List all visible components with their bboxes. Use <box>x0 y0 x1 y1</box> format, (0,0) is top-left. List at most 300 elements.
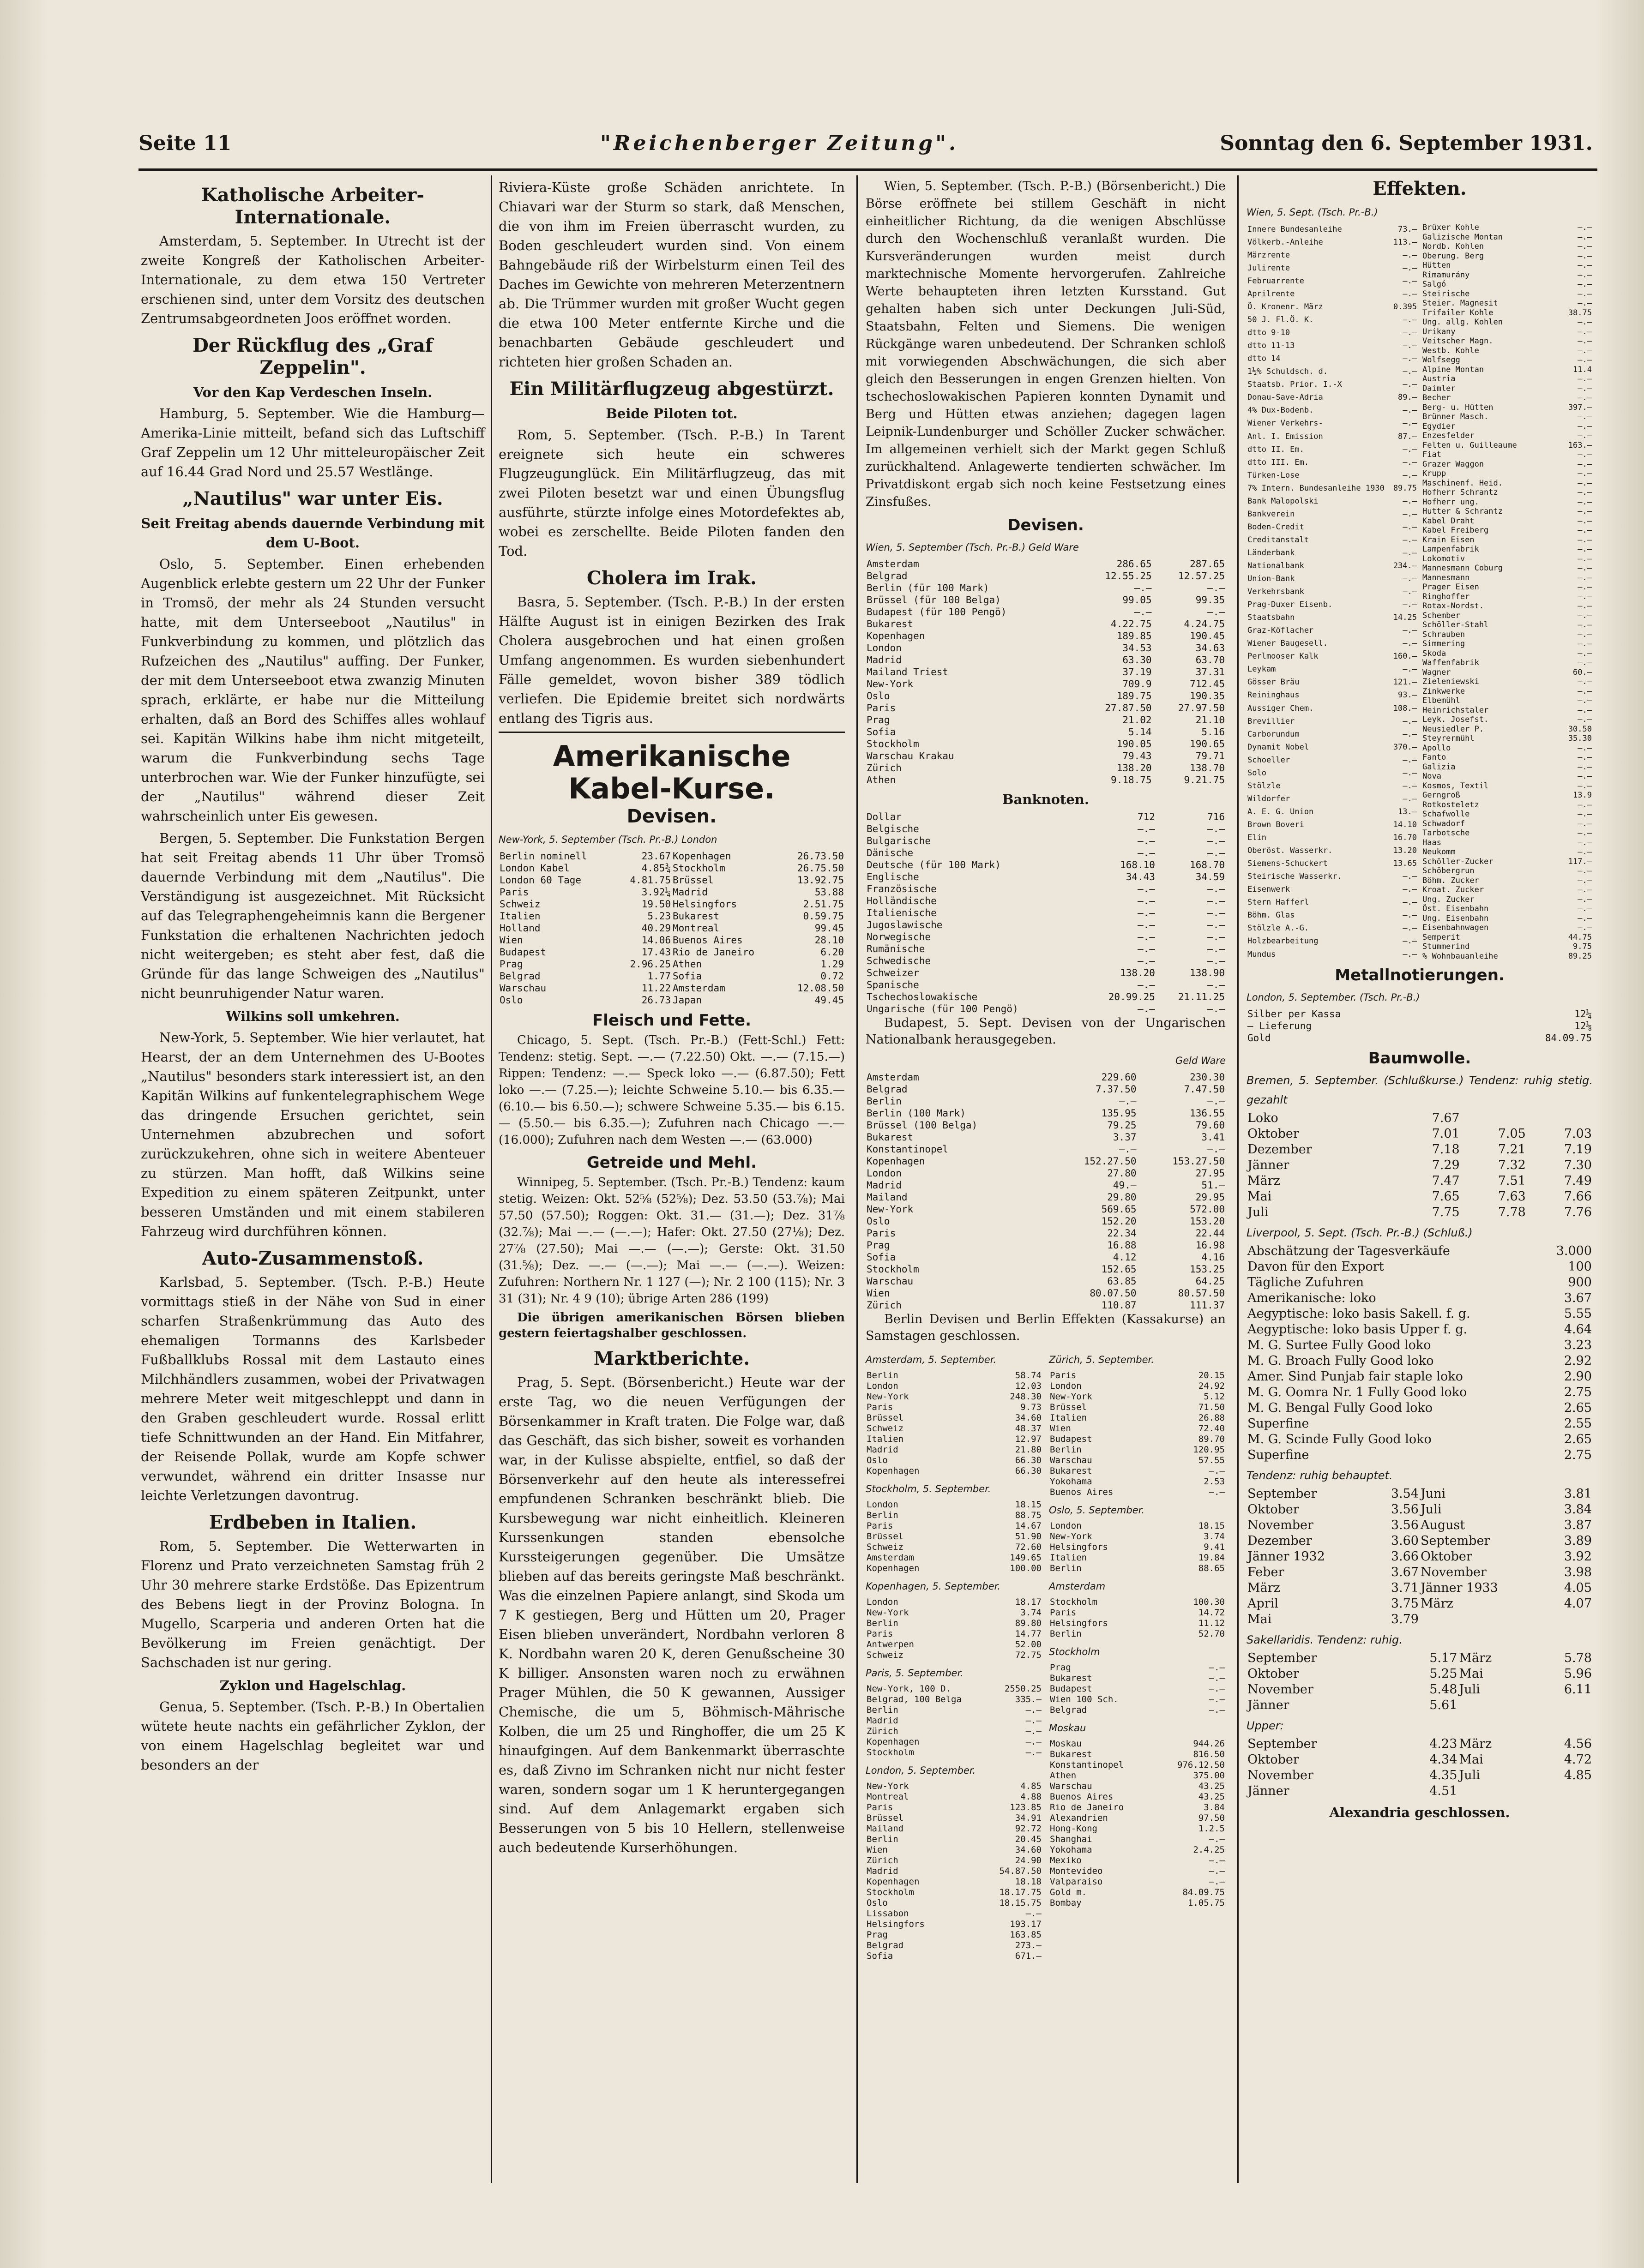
table-header: Kopenhagen, 5. September. <box>866 1581 1001 1592</box>
table-cell: —.— <box>1403 250 1417 260</box>
table-cell: 4.35 <box>1429 1768 1457 1782</box>
table-row <box>1421 810 1593 819</box>
article-text: Budapest, 5. Sept. Devisen von der Ungarischen Nationalbank herausgegeben. <box>866 1016 1226 1047</box>
table-row <box>1247 1322 1593 1338</box>
table-cell: 7% Intern. Bundesanleihe 1930 <box>1247 483 1385 493</box>
article-text: Rom, 5. September. Die Wetterwarten in Florenz und Prato verzeichneten Samstag früh 2 Uhr 30 mehrere starke Erdstöße. Das Epizentrum des Bebens liegt in der Provinz Bologna. In Mugello, Scarperia und anderen Orten hat die Bevölkerung im Freien genächtigt. Der Sachschaden ist nur gering. <box>141 1538 485 1670</box>
table-cell: 5.16 <box>1201 726 1225 738</box>
table-row <box>1421 327 1593 337</box>
table-row <box>1247 352 1418 365</box>
table-row <box>1049 1760 1226 1770</box>
table-cell: Kopenhagen <box>867 1466 920 1476</box>
table-cell: —.— <box>1578 450 1592 459</box>
table-cell: Rio de Janeiro <box>1050 1802 1124 1812</box>
table-cell: Böhm. Zucker <box>1422 876 1479 885</box>
table-row <box>1049 1434 1226 1445</box>
table-row <box>866 1531 1042 1542</box>
table-cell: 2.96.25 <box>630 959 671 970</box>
table-header: Tendenz: ruhig behauptet. <box>1247 1469 1393 1482</box>
table-row <box>866 1919 1042 1930</box>
table-cell <box>1546 1612 1593 1627</box>
table-cell: Ö. Kronenr. März <box>1247 302 1323 312</box>
table-cell: Galizia <box>1422 762 1456 772</box>
table-cell: Abschätzung der Tagesverkäufe <box>1247 1244 1450 1258</box>
table-cell: 17.43 <box>641 947 671 958</box>
table-cell: Fanto <box>1422 753 1446 762</box>
table-row <box>1247 1752 1593 1768</box>
table-row <box>1049 1781 1226 1792</box>
table-row <box>1247 378 1418 391</box>
table-cell: 13.20 <box>1393 846 1417 856</box>
table-cell: 9.18.75 <box>1111 774 1152 786</box>
table-row <box>1421 876 1593 886</box>
table-cell: Schweiz <box>867 1423 904 1434</box>
table-cell: 113.— <box>1393 237 1417 247</box>
table-cell: 14.72 <box>1198 1608 1225 1618</box>
table-cell: Schweiz <box>867 1542 904 1552</box>
table-row <box>866 1423 1042 1434</box>
table-cell: —.— <box>1403 626 1417 636</box>
section-title: Effekten. <box>1373 178 1467 199</box>
table-row <box>866 1251 1226 1263</box>
table-cell: 19.50 <box>641 899 671 910</box>
table-row <box>1421 677 1593 687</box>
table-row <box>866 1705 1042 1716</box>
table-cell: 5.61 <box>1429 1698 1457 1712</box>
table-cell: —.— <box>1403 535 1417 545</box>
table-cell: Wildorfer <box>1247 794 1290 804</box>
table-cell: 7.75 <box>1432 1205 1460 1219</box>
table-cell: 121.— <box>1393 678 1417 687</box>
table-row <box>1049 1802 1226 1813</box>
table-cell: Skoda <box>1422 648 1446 658</box>
table-cell: 190.35 <box>1190 690 1225 702</box>
table-cell: Berlin nominell <box>500 851 587 862</box>
table-row <box>866 1227 1226 1239</box>
table-cell: 49.— <box>1113 1180 1137 1191</box>
table-cell: Jänner 1932 <box>1247 1549 1325 1564</box>
table-row <box>866 594 1226 606</box>
table-cell: Enzesfelder <box>1422 431 1475 440</box>
table-row <box>866 1747 1042 1758</box>
table-cell: Wiener Verkehrs- <box>1247 419 1323 428</box>
table-cell: Öst. Eisenbahn <box>1422 904 1489 913</box>
table-cell: Montreal <box>672 923 720 934</box>
table-cell: Italien <box>1050 1413 1087 1423</box>
article-note: Die übrigen amerikanischen Börsen blieben gestern feiertagshalber geschlossen. <box>499 1311 845 1340</box>
table-cell: September <box>1247 1651 1317 1665</box>
table-header: Bremen, 5. September. (Schlußkurse.) Tendenz: ruhig stetig. gezahlt <box>1247 1074 1593 1106</box>
table-cell: —.— <box>1578 393 1592 402</box>
table-cell: Sofia <box>672 971 702 982</box>
table-row <box>1421 270 1593 280</box>
table-cell: Budapest <box>1050 1434 1092 1444</box>
table-cell: 135.95 <box>1101 1108 1137 1119</box>
table-row <box>866 1813 1042 1824</box>
table-cell: 18.17.75 <box>999 1887 1042 1897</box>
effekten-grid <box>1247 223 1593 961</box>
table-cell: 34.91 <box>1015 1813 1042 1823</box>
table-cell: 72.75 <box>1015 1650 1042 1660</box>
table-cell: 2.75 <box>1564 1385 1592 1399</box>
table-cell: 79.71 <box>1195 750 1225 762</box>
table-cell: 671.— <box>1015 1951 1042 1961</box>
table-cell: —.— <box>1578 686 1592 696</box>
table-cell: Daimler <box>1422 384 1456 393</box>
table-cell: Paris <box>867 1402 893 1412</box>
table-cell: —.— <box>1119 1144 1137 1155</box>
table-cell: Semperit <box>1422 932 1460 942</box>
table-cell: —.— <box>1578 620 1592 630</box>
table-cell: —.— <box>1403 276 1417 286</box>
section-title: Marktberichte. <box>593 1348 750 1369</box>
table-cell: Paris <box>867 702 896 714</box>
table-cell: Athen <box>1050 1770 1077 1781</box>
table-cell: —.— <box>1578 516 1592 526</box>
table-row <box>866 871 1226 883</box>
table-cell: Oberung. Berg <box>1422 251 1484 261</box>
table-cell: —.— <box>1403 949 1417 959</box>
table-row <box>1247 1682 1593 1698</box>
table-cell: Brüssel <box>1050 1402 1087 1412</box>
table-cell: —.— <box>1209 1877 1225 1887</box>
table-row <box>1421 582 1593 592</box>
table-row <box>1421 819 1593 829</box>
table-cell: Nova <box>1422 772 1441 781</box>
table-cell: Sofia <box>867 726 896 738</box>
table-cell: 13.92.75 <box>797 875 844 886</box>
table-row <box>1049 1887 1226 1898</box>
table-cell: Grazer Waggon <box>1422 459 1484 469</box>
table-cell: Aussiger Chem. <box>1247 703 1314 713</box>
table-cell: —.— <box>1578 497 1592 507</box>
article-text: Karlsbad, 5. September. (Tsch. P.-B.) Heute vormittags stieß in der Nähe von Sud in einer scharfen Straßenkrümmung das Auto des ehemaligen Tormanns des Karlsbeder Fußballklubs Rossal mit dem Lastauto eines Milchhändlers zusammen, wobei der Privatwagen mehrere Meter weit mitgeschleppt und dann in den Graben geschleudert wurde. Rossal erlitt tiefe Schnittwunden an der Hand. Ein Mitfahrer, der Reisende Pollak, wurde am Kopfe schwer verwundet, während ein dritter Insasse nur leichte Verletzungen davontrug. <box>141 1274 485 1503</box>
table-cell: Kopenhagen <box>867 630 925 642</box>
table-header: Stockholm, 5. September. <box>866 1483 991 1494</box>
table-cell: 26.73.50 <box>797 851 844 862</box>
table-cell: Budapest (für 100 Pengö) <box>867 606 1007 618</box>
table-cell: 44.75 <box>1568 932 1592 942</box>
table-cell: —.— <box>1138 823 1155 834</box>
table-cell: 53.88 <box>814 887 844 898</box>
table-row <box>1247 767 1418 780</box>
table-cell: Hofherr ung. <box>1422 497 1479 507</box>
table-row <box>1247 417 1418 430</box>
table-cell: 4.16 <box>1201 1252 1225 1263</box>
table-cell: Türken-Lose <box>1247 470 1300 480</box>
table-row <box>1049 1813 1226 1824</box>
table-row <box>866 630 1226 642</box>
article-text: Genua, 5. September. (Tsch. P.-B.) In Obertalien wütete heute nachts ein gefährlicher Zyklon, der von einem Hagelschlag begleitet war und besonders an der <box>141 1699 485 1773</box>
exchange-table <box>1049 1739 1226 1908</box>
table-cell: Jänner <box>1247 1784 1289 1798</box>
table-cell: 89.— <box>1398 393 1417 402</box>
table-row <box>1247 1400 1593 1416</box>
table-cell: —.— <box>1578 478 1592 488</box>
table-cell: Lokomotiv <box>1422 554 1465 564</box>
table-row <box>1421 791 1593 800</box>
table-cell: Steyrermühl <box>1422 734 1475 743</box>
table-cell <box>1458 1783 1530 1799</box>
table-row <box>866 1845 1042 1855</box>
column-1 <box>141 178 485 1777</box>
table-cell: 54.87.50 <box>999 1866 1042 1876</box>
table-row <box>866 678 1226 690</box>
table-cell: —.— <box>1138 895 1155 906</box>
table-cell: 117.— <box>1568 857 1592 866</box>
table-cell: Ungarische (für 100 Pengö) <box>867 1003 1018 1014</box>
table-cell: —.— <box>1578 904 1592 913</box>
table-row <box>1247 1189 1593 1205</box>
table-header: Geld Ware <box>1175 1055 1226 1066</box>
table-cell: Stockholm <box>672 863 725 874</box>
table-cell: —.— <box>1403 600 1417 610</box>
table-cell: 24.90 <box>1015 1855 1042 1866</box>
table-row <box>1247 1142 1593 1158</box>
table-cell: —.— <box>1578 894 1592 904</box>
table-cell: 37.31 <box>1195 666 1225 678</box>
table-cell: —.— <box>1207 835 1225 846</box>
table-row <box>1049 1845 1226 1855</box>
table-row <box>1247 1768 1593 1783</box>
table-cell: —.— <box>1403 496 1417 506</box>
table-cell: Veitscher Magn. <box>1422 336 1493 346</box>
table-header: Sakellaridis. Tendenz: ruhig. <box>1247 1633 1403 1646</box>
table-cell: 1.29 <box>820 959 844 970</box>
table-cell: —.— <box>1403 367 1417 377</box>
table-cell: —.— <box>1578 696 1592 705</box>
table-cell: Mexiko <box>1050 1855 1082 1866</box>
table-cell: Tägliche Zufuhren <box>1247 1275 1364 1290</box>
table-cell: Ung. Zucker <box>1422 894 1475 904</box>
table-cell: 5.96 <box>1564 1667 1592 1681</box>
table-cell: —.— <box>1207 1144 1225 1155</box>
table-cell: Haas <box>1422 838 1441 847</box>
table-row <box>1247 896 1418 909</box>
table-cell: Zinkwerke <box>1422 686 1465 696</box>
table-row <box>1049 1749 1226 1760</box>
table-row <box>866 738 1226 750</box>
table-cell: Ringhoffer <box>1422 592 1470 601</box>
page-number: Seite 11 <box>139 132 232 155</box>
table-header: Stockholm <box>1049 1646 1100 1657</box>
table-cell: Juli <box>1459 1768 1480 1782</box>
table-cell: Berlin <box>1050 1445 1082 1455</box>
table-cell: —.— <box>1025 1737 1042 1747</box>
table-row <box>1247 870 1418 883</box>
table-cell: —.— <box>1025 1716 1042 1726</box>
table-cell: 63.70 <box>1195 654 1225 666</box>
table-row <box>866 907 1226 919</box>
table-cell: —.— <box>1138 835 1155 846</box>
table-cell: —.— <box>1403 639 1417 648</box>
table-row <box>1247 521 1418 534</box>
article-text: Amsterdam, 5. September. In Utrecht ist der zweite Kongreß der Katholischen Arbeiter-Internationale, zu dem etwa 150 Vertreter erschienen sind, unter dem Vorsitz des deutschen Zentrumsabgeordneten Joos eröffnet worden. <box>141 233 485 326</box>
table-header: Liverpool, 5. Sept. (Tsch. Pr.-B.) (Schluß.) <box>1247 1226 1473 1239</box>
table-cell: Stummerind <box>1422 942 1470 951</box>
table-cell: Boden-Credit <box>1247 522 1304 532</box>
table-cell: August <box>1420 1518 1465 1532</box>
table-cell: 138.90 <box>1190 967 1225 978</box>
table-cell: Norwegische <box>867 931 931 942</box>
table-row <box>1247 792 1418 805</box>
table-row <box>1421 374 1593 384</box>
table-cell: 3.000 <box>1556 1244 1592 1258</box>
table-cell: Wiener Baugesell. <box>1247 639 1328 648</box>
table-header: Amsterdam <box>1049 1581 1106 1592</box>
table-cell: Shanghai <box>1050 1834 1092 1844</box>
table-header: Paris, 5. September. <box>866 1668 964 1679</box>
table-cell: 335.— <box>1015 1694 1042 1704</box>
table-row <box>866 1802 1042 1813</box>
table-cell: —.— <box>1403 885 1417 894</box>
table-cell: Egydier <box>1422 421 1456 431</box>
table-row <box>866 726 1226 738</box>
table-cell: 4.22.75 <box>1111 618 1152 630</box>
table-row <box>1247 1698 1593 1713</box>
table-row <box>1049 1770 1226 1781</box>
table-cell: 138.70 <box>1190 762 1225 774</box>
table-row <box>1247 443 1418 456</box>
table-cell: —.— <box>1578 336 1592 346</box>
table-cell: Amsterdam <box>867 558 919 570</box>
table-cell: 273.— <box>1015 1940 1042 1950</box>
table-header: London, 5. September. (Tsch. Pr.-B.) <box>1247 992 1420 1003</box>
section-title: Amerikanische Kabel-Kurse. <box>553 739 791 805</box>
table-cell: März <box>1247 1174 1280 1188</box>
table-cell: März <box>1459 1651 1492 1665</box>
table-cell: Französische <box>867 883 937 894</box>
table-cell: 93.— <box>1398 690 1417 700</box>
column-divider <box>856 175 858 2183</box>
table-cell: —.— <box>1578 421 1592 431</box>
table-cell: Stern Hafferl <box>1247 898 1309 907</box>
table-row <box>866 1434 1042 1445</box>
table-cell: Schoeller <box>1247 755 1290 765</box>
table-cell: —.— <box>1403 548 1417 558</box>
table-cell: 4.05 <box>1564 1581 1592 1595</box>
table-cell: 152.27.50 <box>1084 1156 1137 1167</box>
table-row <box>1049 1381 1226 1392</box>
table-row <box>866 1834 1042 1845</box>
table-row <box>1421 393 1593 403</box>
table-cell: Mai <box>1459 1667 1483 1681</box>
column-divider <box>491 175 492 2183</box>
table-cell: 12.97 <box>1015 1434 1042 1444</box>
table-cell: —.— <box>1578 251 1592 261</box>
table-cell: Leykam <box>1247 665 1276 674</box>
table-cell: Stockholm <box>867 1747 914 1758</box>
table-cell: Simmering <box>1422 639 1465 648</box>
table-cell: 108.— <box>1393 703 1417 713</box>
table-cell: 944.26 <box>1193 1739 1225 1749</box>
table-cell: Belgrad <box>867 1940 904 1950</box>
table-cell: Prager Eisen <box>1422 582 1479 592</box>
table-cell: 7.21 <box>1498 1142 1526 1157</box>
table-cell: —.— <box>1578 847 1592 857</box>
table-row <box>1049 1608 1226 1618</box>
table-cell: Oktober <box>1247 1752 1299 1767</box>
table-cell: 189.75 <box>1116 690 1152 702</box>
table-cell: 5.17 <box>1429 1651 1457 1665</box>
table-cell: Bukarest <box>867 1132 914 1143</box>
table-row <box>866 1542 1042 1553</box>
table-row <box>866 1940 1042 1951</box>
table-row <box>1421 261 1593 270</box>
section-title: Metallnotierungen. <box>1335 966 1505 984</box>
table-cell: 3.84 <box>1564 1502 1592 1517</box>
table-cell: 13.9 <box>1573 791 1592 800</box>
table-row <box>1421 696 1593 706</box>
table-row <box>866 1263 1226 1275</box>
table-cell: 120.95 <box>1193 1445 1225 1455</box>
table-row <box>866 582 1226 594</box>
table-cell: 49.45 <box>814 995 844 1006</box>
table-cell: Zürich <box>867 1726 898 1736</box>
table-header: Wien, 5. Sept. (Tsch. Pr.-B.) <box>1247 207 1378 218</box>
table-cell: 40.29 <box>641 923 671 934</box>
table-cell: 18.17 <box>1015 1597 1042 1607</box>
table-cell: Warschau <box>867 1276 914 1287</box>
table-cell: Oslo <box>867 1455 888 1465</box>
table-header: Amsterdam, 5. September. <box>866 1354 997 1365</box>
table-cell: —.— <box>1578 677 1592 686</box>
table-row <box>866 835 1226 847</box>
table-row <box>1049 1739 1226 1749</box>
table-cell: Bombay <box>1050 1898 1082 1908</box>
table-cell: Brüssel <box>672 875 714 886</box>
table-row <box>1049 1531 1226 1542</box>
table-cell: —.— <box>1578 866 1592 876</box>
table-row <box>1247 754 1418 767</box>
table-cell: 3.87 <box>1564 1518 1592 1532</box>
table-cell: —.— <box>1578 772 1592 781</box>
table-cell: —.— <box>1403 444 1417 454</box>
table-cell: 3.67 <box>1391 1565 1419 1579</box>
table-cell: —.— <box>1403 587 1417 597</box>
table-cell: Mai <box>1247 1612 1272 1626</box>
table-cell: Reininghaus <box>1247 690 1300 700</box>
table-cell: 52.70 <box>1198 1629 1225 1639</box>
table-cell: Bank Malopolski <box>1247 496 1319 506</box>
table-cell: Donau-Save-Adria <box>1247 393 1323 402</box>
table-cell: 370.— <box>1393 742 1417 752</box>
table-row <box>1421 923 1593 933</box>
table-cell: Warschau <box>1050 1455 1092 1465</box>
table-cell: —.— <box>1207 606 1225 618</box>
table-cell: 11.4 <box>1573 365 1592 374</box>
table-cell: 3.54 <box>1391 1487 1419 1501</box>
table-cell: Zürich <box>867 762 902 774</box>
table-cell: —.— <box>1578 876 1592 885</box>
table-cell: Berlin (für 100 Mark) <box>867 582 989 594</box>
table-row <box>1049 1455 1226 1466</box>
table-cell: Elbemühl <box>1422 696 1460 705</box>
table-row <box>1247 1416 1593 1432</box>
table-cell: Superfine <box>1247 1448 1309 1462</box>
table-row <box>1421 744 1593 753</box>
table-cell: Länderbank <box>1247 548 1295 558</box>
table-cell: Madrid <box>867 1866 898 1876</box>
table-cell: Prag-Duxer Eisenb. <box>1247 600 1333 610</box>
table-cell: 4.72 <box>1564 1752 1592 1767</box>
table-cell: 35.30 <box>1568 734 1592 743</box>
table-cell: 80.57.50 <box>1178 1288 1225 1299</box>
table-cell: Mundus <box>1247 949 1276 959</box>
table-cell: Steirische Wasserkr. <box>1247 872 1342 882</box>
table-cell: —.— <box>1403 781 1417 791</box>
table-cell: 7.18 <box>1432 1142 1460 1157</box>
